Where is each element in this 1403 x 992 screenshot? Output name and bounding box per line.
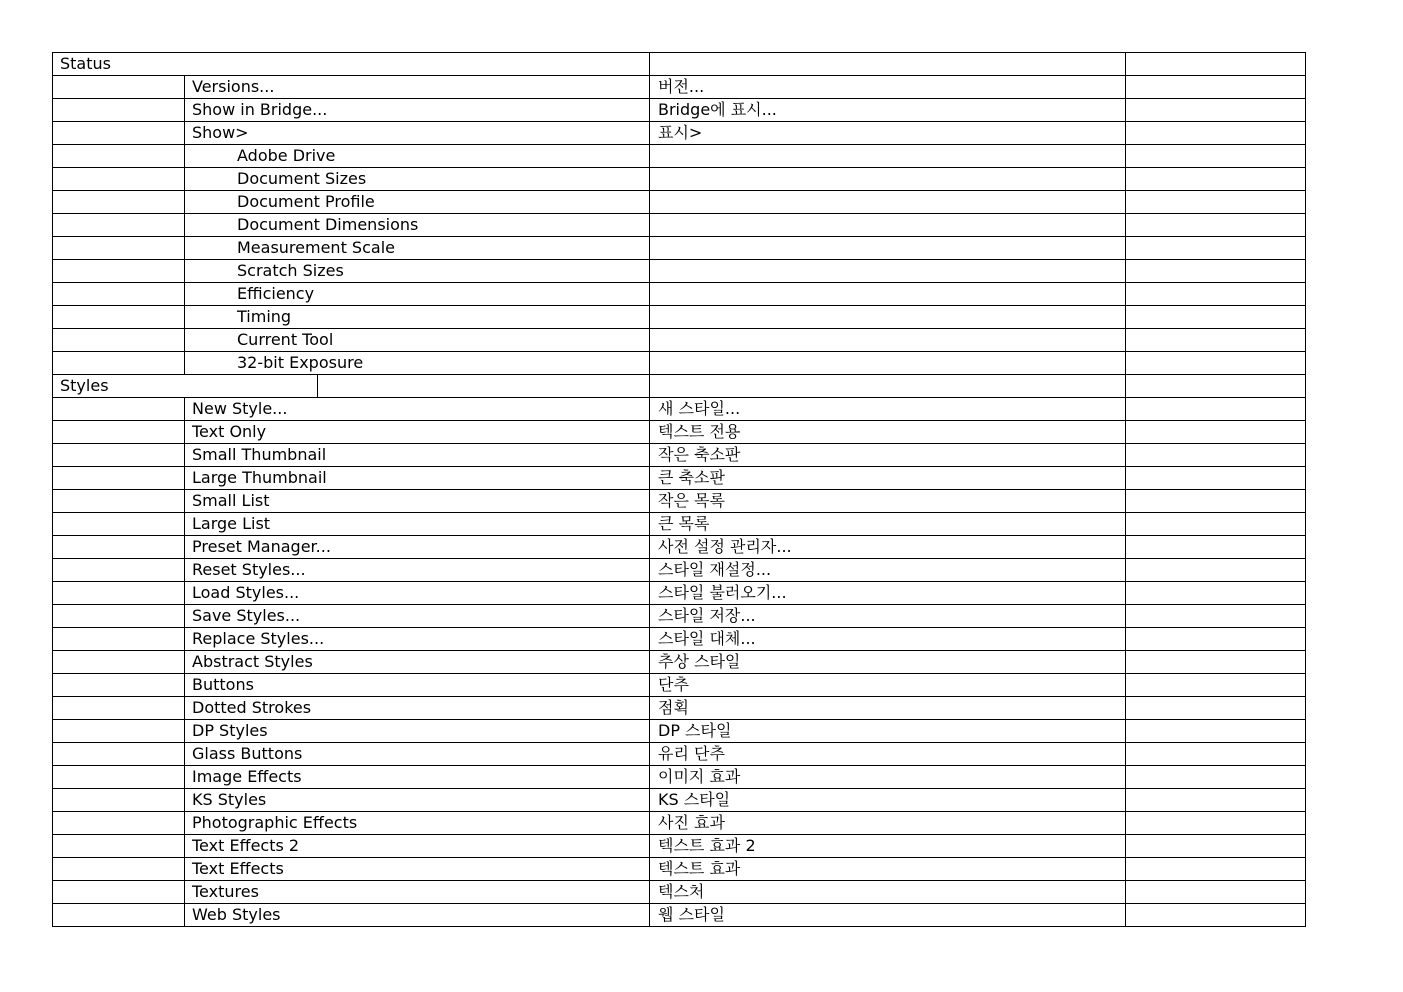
- table-row: [53, 306, 1306, 329]
- indent-cell: [53, 789, 185, 812]
- korean-term: [650, 260, 1126, 283]
- notes-cell: [1126, 467, 1306, 490]
- indent-cell: [53, 237, 185, 260]
- indent-cell: [53, 122, 185, 145]
- notes-cell: [1126, 651, 1306, 674]
- notes-cell: [1126, 168, 1306, 191]
- indent-cell: [53, 605, 185, 628]
- korean-term: 작은 축소판: [650, 444, 1126, 467]
- english-term: New Style...: [185, 398, 650, 421]
- english-term: Document Dimensions: [185, 214, 650, 237]
- english-term: Timing: [185, 306, 650, 329]
- english-term: Photographic Effects: [185, 812, 650, 835]
- table-row: [53, 605, 1306, 628]
- english-term: Replace Styles...: [185, 628, 650, 651]
- english-term: KS Styles: [185, 789, 650, 812]
- korean-term: Bridge에 표시...: [650, 99, 1126, 122]
- korean-term: 텍스트 전용: [650, 421, 1126, 444]
- notes-cell: [1126, 352, 1306, 375]
- korean-term: 버전...: [650, 76, 1126, 99]
- table-row: [53, 858, 1306, 881]
- korean-term: [650, 306, 1126, 329]
- indent-cell: [53, 835, 185, 858]
- notes-cell: [1126, 490, 1306, 513]
- korean-term: [650, 145, 1126, 168]
- table-row: [53, 674, 1306, 697]
- english-term: Current Tool: [185, 329, 650, 352]
- indent-cell: [53, 168, 185, 191]
- korean-term: 텍스트 효과 2: [650, 835, 1126, 858]
- table-row: [53, 835, 1306, 858]
- table-row: [53, 559, 1306, 582]
- table-row: [53, 467, 1306, 490]
- notes-cell: [1126, 697, 1306, 720]
- section-notes-cell: [1126, 375, 1306, 398]
- english-term: Reset Styles...: [185, 559, 650, 582]
- korean-term: 추상 스타일: [650, 651, 1126, 674]
- section-header-row: [53, 375, 1306, 398]
- notes-cell: [1126, 237, 1306, 260]
- indent-cell: [53, 398, 185, 421]
- korean-term: 스타일 저장...: [650, 605, 1126, 628]
- indent-cell: [53, 352, 185, 375]
- notes-cell: [1126, 835, 1306, 858]
- indent-cell: [53, 904, 185, 927]
- notes-cell: [1126, 720, 1306, 743]
- notes-cell: [1126, 214, 1306, 237]
- english-term: Small List: [185, 490, 650, 513]
- table-row: [53, 421, 1306, 444]
- table-row: [53, 329, 1306, 352]
- english-term: Text Effects 2: [185, 835, 650, 858]
- korean-term: 텍스트 효과: [650, 858, 1126, 881]
- notes-cell: [1126, 329, 1306, 352]
- notes-cell: [1126, 76, 1306, 99]
- table-row: [53, 536, 1306, 559]
- indent-cell: [53, 444, 185, 467]
- korean-term: 큰 축소판: [650, 467, 1126, 490]
- section-notes-cell: [1126, 53, 1306, 76]
- table-body: [53, 53, 1306, 927]
- notes-cell: [1126, 605, 1306, 628]
- table-row: [53, 490, 1306, 513]
- table-row: [53, 398, 1306, 421]
- notes-cell: [1126, 283, 1306, 306]
- english-term: Small Thumbnail: [185, 444, 650, 467]
- indent-cell: [53, 536, 185, 559]
- section-title: Status: [53, 53, 650, 76]
- english-term: Load Styles...: [185, 582, 650, 605]
- table-row: [53, 283, 1306, 306]
- indent-cell: [53, 858, 185, 881]
- korean-term: 스타일 대체...: [650, 628, 1126, 651]
- notes-cell: [1126, 260, 1306, 283]
- cell-divider: [317, 375, 318, 397]
- korean-term: 표시>: [650, 122, 1126, 145]
- korean-term: 스타일 재설정...: [650, 559, 1126, 582]
- indent-cell: [53, 697, 185, 720]
- english-term: Large Thumbnail: [185, 467, 650, 490]
- indent-cell: [53, 214, 185, 237]
- english-term: Buttons: [185, 674, 650, 697]
- english-term: Image Effects: [185, 766, 650, 789]
- indent-cell: [53, 490, 185, 513]
- indent-cell: [53, 283, 185, 306]
- indent-cell: [53, 467, 185, 490]
- korean-term: [650, 214, 1126, 237]
- table-row: [53, 582, 1306, 605]
- korean-term: 새 스타일...: [650, 398, 1126, 421]
- english-term: Large List: [185, 513, 650, 536]
- korean-term: 유리 단추: [650, 743, 1126, 766]
- korean-term: 스타일 불러오기...: [650, 582, 1126, 605]
- english-term: Dotted Strokes: [185, 697, 650, 720]
- english-term: DP Styles: [185, 720, 650, 743]
- indent-cell: [53, 306, 185, 329]
- section-ko-cell: [650, 53, 1126, 76]
- notes-cell: [1126, 191, 1306, 214]
- notes-cell: [1126, 513, 1306, 536]
- korean-term: KS 스타일: [650, 789, 1126, 812]
- korean-term: [650, 237, 1126, 260]
- english-term: Abstract Styles: [185, 651, 650, 674]
- indent-cell: [53, 651, 185, 674]
- indent-cell: [53, 191, 185, 214]
- indent-cell: [53, 421, 185, 444]
- notes-cell: [1126, 99, 1306, 122]
- table-row: [53, 697, 1306, 720]
- korean-term: 점획: [650, 697, 1126, 720]
- english-term: Text Effects: [185, 858, 650, 881]
- indent-cell: [53, 628, 185, 651]
- indent-cell: [53, 743, 185, 766]
- notes-cell: [1126, 628, 1306, 651]
- korean-term: [650, 168, 1126, 191]
- english-term: Adobe Drive: [185, 145, 650, 168]
- notes-cell: [1126, 858, 1306, 881]
- table-row: [53, 651, 1306, 674]
- indent-cell: [53, 260, 185, 283]
- english-term: 32-bit Exposure: [185, 352, 650, 375]
- notes-cell: [1126, 398, 1306, 421]
- notes-cell: [1126, 444, 1306, 467]
- english-term: Show in Bridge...: [185, 99, 650, 122]
- table-row: [53, 237, 1306, 260]
- table-row: [53, 789, 1306, 812]
- table-row: [53, 513, 1306, 536]
- english-term: Measurement Scale: [185, 237, 650, 260]
- indent-cell: [53, 513, 185, 536]
- notes-cell: [1126, 812, 1306, 835]
- table-row: [53, 191, 1306, 214]
- korean-term: 이미지 효과: [650, 766, 1126, 789]
- notes-cell: [1126, 145, 1306, 168]
- table-row: [53, 720, 1306, 743]
- notes-cell: [1126, 559, 1306, 582]
- table-row: [53, 904, 1306, 927]
- indent-cell: [53, 329, 185, 352]
- english-term: Versions...: [185, 76, 650, 99]
- table-row: [53, 145, 1306, 168]
- korean-term: DP 스타일: [650, 720, 1126, 743]
- table-row: [53, 76, 1306, 99]
- table-row: [53, 628, 1306, 651]
- indent-cell: [53, 582, 185, 605]
- indent-cell: [53, 881, 185, 904]
- korean-term: 웹 스타일: [650, 904, 1126, 927]
- table-row: [53, 122, 1306, 145]
- notes-cell: [1126, 674, 1306, 697]
- section-title: Styles: [53, 375, 650, 398]
- korean-term: 사진 효과: [650, 812, 1126, 835]
- notes-cell: [1126, 881, 1306, 904]
- indent-cell: [53, 812, 185, 835]
- korean-term: [650, 329, 1126, 352]
- english-term: Glass Buttons: [185, 743, 650, 766]
- notes-cell: [1126, 122, 1306, 145]
- notes-cell: [1126, 789, 1306, 812]
- korean-term: 단추: [650, 674, 1126, 697]
- table-row: [53, 444, 1306, 467]
- notes-cell: [1126, 421, 1306, 444]
- table-row: [53, 214, 1306, 237]
- indent-cell: [53, 720, 185, 743]
- korean-term: 큰 목록: [650, 513, 1126, 536]
- english-term: Document Sizes: [185, 168, 650, 191]
- english-term: Web Styles: [185, 904, 650, 927]
- section-ko-cell: [650, 375, 1126, 398]
- table-row: [53, 766, 1306, 789]
- notes-cell: [1126, 582, 1306, 605]
- table-row: [53, 812, 1306, 835]
- korean-term: [650, 191, 1126, 214]
- english-term: Efficiency: [185, 283, 650, 306]
- indent-cell: [53, 674, 185, 697]
- table-row: [53, 99, 1306, 122]
- table-row: [53, 260, 1306, 283]
- indent-cell: [53, 76, 185, 99]
- korean-term: [650, 283, 1126, 306]
- indent-cell: [53, 99, 185, 122]
- table-row: [53, 881, 1306, 904]
- english-term: Preset Manager...: [185, 536, 650, 559]
- english-term: Textures: [185, 881, 650, 904]
- korean-term: [650, 352, 1126, 375]
- english-term: Scratch Sizes: [185, 260, 650, 283]
- notes-cell: [1126, 743, 1306, 766]
- indent-cell: [53, 559, 185, 582]
- notes-cell: [1126, 904, 1306, 927]
- korean-term: 작은 목록: [650, 490, 1126, 513]
- korean-term: 사전 설정 관리자...: [650, 536, 1126, 559]
- notes-cell: [1126, 536, 1306, 559]
- table-row: [53, 743, 1306, 766]
- notes-cell: [1126, 306, 1306, 329]
- section-header-row: [53, 53, 1306, 76]
- english-term: Text Only: [185, 421, 650, 444]
- indent-cell: [53, 766, 185, 789]
- table-row: [53, 168, 1306, 191]
- indent-cell: [53, 145, 185, 168]
- english-term: Document Profile: [185, 191, 650, 214]
- translation-table: [52, 52, 1306, 927]
- notes-cell: [1126, 766, 1306, 789]
- english-term: Save Styles...: [185, 605, 650, 628]
- table-row: [53, 352, 1306, 375]
- korean-term: 텍스처: [650, 881, 1126, 904]
- english-term: Show>: [185, 122, 650, 145]
